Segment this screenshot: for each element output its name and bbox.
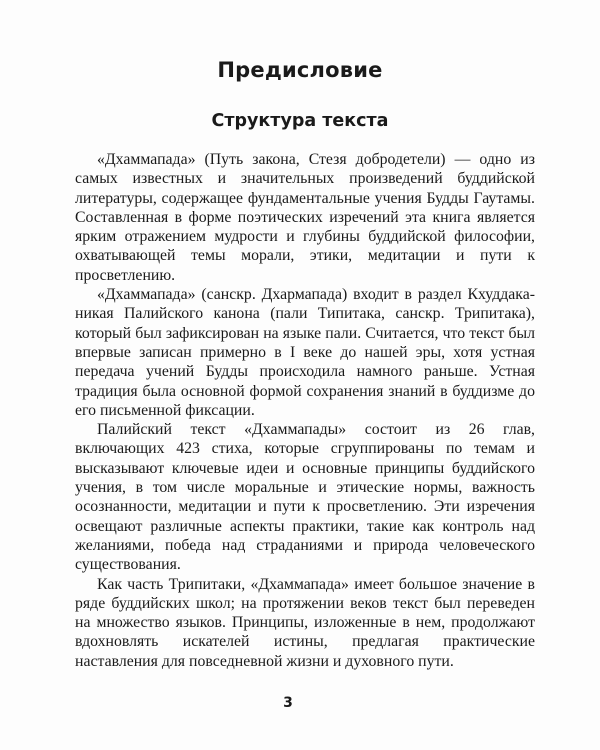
chapter-title: Предисловие	[217, 58, 383, 82]
paragraph: Палийский текст «Дхаммапады» состоит из 26 глав, включающих 423 стиха, которые сгруппированы по темам и высказывают ключевые идеи и основные принципы буддийского учения, в том числе моральные и этические нормы, важность осознанности, медитации и пути к просветлению. Эти изречения освещают различные аспекты практики, такие как контроль над желаниями, победа над страданиями и природа человеческого существования.	[75, 421, 535, 574]
paragraph: «Дхаммапада» (Путь закона, Стезя добродетели) — одно из самых известных и значительных произведений буддийской литературы, содержащее фундаментальные учения Будды Гаутамы. Составленная в форме поэтических изречений эта книга является ярким отражением мудрости и глубины буддийской философии, охватывающей темы морали, этики, медитации и пути к просветлению.	[75, 151, 535, 284]
paragraph: Как часть Трипитаки, «Дхаммапада» имеет большое значение в ряде буддийских школ; на протяжении веков текст был переведен на множество языков. Принципы, изложенные в нем, продолжают вдохновлять искателей истины, предлагая практические наставления для повседневной жизни и духовного пути.	[75, 575, 535, 670]
body-text	[75, 150, 535, 671]
section-title: Структура текста	[211, 111, 389, 131]
paragraph: «Дхаммапада» (санскр. Дхармапада) входит в раздел Кхуддака-никая Палийского канона (пали Типитака, санскр. Трипитака), который был зафиксирован на языке пали. Считается, что текст был впервые записан примерно в I веке до нашей эры, хотя устная передача учений Будды происходила намного раньше. Устная традиция была основной формой сохранения знаний в буддизме до его письменной фиксации.	[75, 286, 535, 419]
page-number: 3	[283, 695, 293, 711]
